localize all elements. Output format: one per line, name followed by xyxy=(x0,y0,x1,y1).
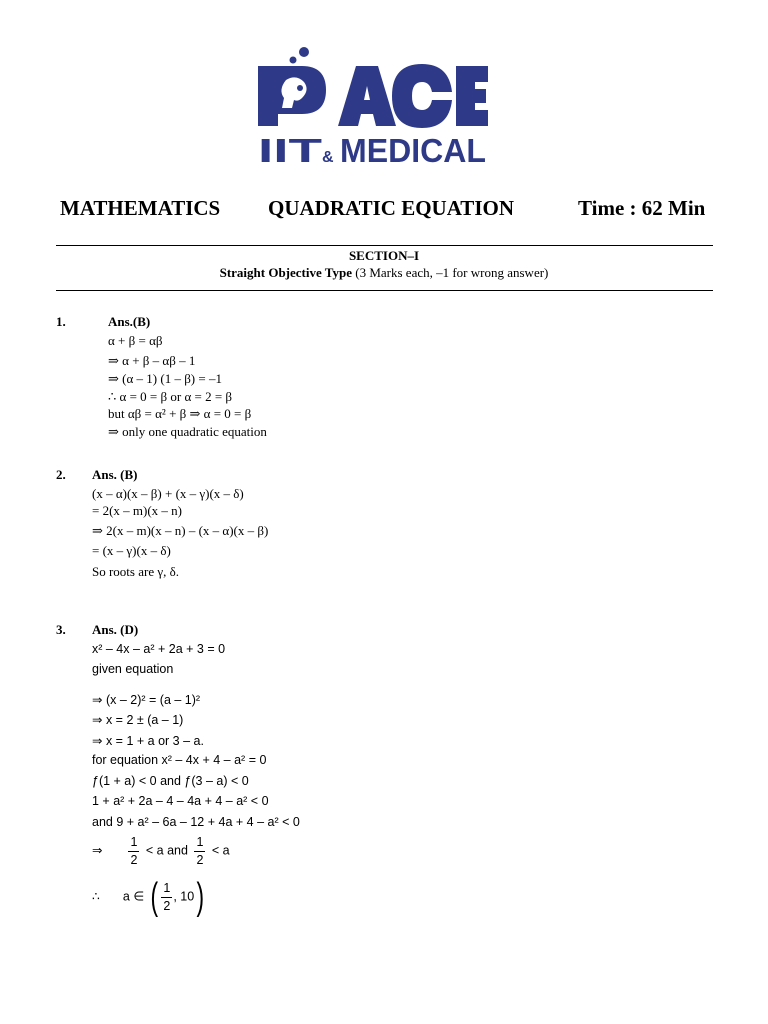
fraction-numerator: 1 xyxy=(128,836,139,852)
section-type: Straight Objective Type xyxy=(219,265,352,280)
q2-line-5: So roots are γ, δ. xyxy=(92,564,179,579)
right-paren: ) xyxy=(196,876,205,918)
fraction-denominator-2: 2 xyxy=(196,852,204,867)
subject-title: MATHEMATICS xyxy=(60,196,221,220)
implies-symbol: ⇒ xyxy=(92,843,103,858)
question-1-number: 1. xyxy=(56,314,66,329)
q1-line-1: α + β = αβ xyxy=(108,333,163,348)
q3-line-4: ⇒ x = 2 ± (a – 1) xyxy=(92,713,184,727)
q3-line-8: 1 + a² + 2a – 4 – 4a + 4 – a² < 0 xyxy=(92,794,269,808)
question-2-answer: Ans. (B) xyxy=(92,467,138,482)
q2-line-3: ⇒ 2(x – m)(x – n) – (x – α)(x – β) xyxy=(92,523,269,538)
section-marking: (3 Marks each, –1 for wrong answer) xyxy=(355,265,549,280)
section-subtitle xyxy=(0,265,768,281)
fraction-denominator: 2 xyxy=(130,852,138,867)
question-2-number: 2. xyxy=(56,467,66,482)
time-label: Time : 62 Min xyxy=(578,196,706,220)
q1-line-4: ∴ α = 0 = β or α = 2 = β xyxy=(108,389,233,404)
topic-title: QUADRATIC EQUATION xyxy=(268,196,514,220)
svg-text:IIT: IIT xyxy=(258,132,322,166)
q3-line-2: given equation xyxy=(92,662,174,676)
fraction-numerator-2: 1 xyxy=(194,836,205,852)
q3-line-1: x² – 4x – a² + 2a + 3 = 0 xyxy=(92,642,226,656)
question-1-answer: Ans.(B) xyxy=(108,314,151,329)
pace-logo xyxy=(256,44,488,166)
q3-fraction-line xyxy=(92,836,230,866)
interval-end: , 10 xyxy=(173,889,195,904)
q3-line-7: ƒ(1 + a) < 0 and ƒ(3 – a) < 0 xyxy=(92,774,249,788)
left-paren: ( xyxy=(150,876,158,918)
therefore-symbol: ∴ xyxy=(92,889,100,904)
q1-line-2: ⇒ α + β – αβ – 1 xyxy=(108,353,196,368)
q2-line-2: = 2(x – m)(x – n) xyxy=(92,503,183,518)
interval-numerator: 1 xyxy=(161,882,172,898)
interval-fraction xyxy=(161,882,172,912)
lt-a: < a xyxy=(211,843,230,858)
q1-line-3: ⇒ (α – 1) (1 – β) = –1 xyxy=(108,371,222,386)
pace-iit-medical-logo xyxy=(256,44,488,166)
divider-top xyxy=(56,245,713,246)
half-fraction-2 xyxy=(194,836,205,866)
q2-line-4: = (x – γ)(x – δ) xyxy=(92,543,171,558)
q3-line-9: and 9 + a² – 6a – 12 + 4a + 4 – a² < 0 xyxy=(92,815,300,829)
lt-a-and: < a and xyxy=(145,843,188,858)
q3-line-5: ⇒ x = 1 + a or 3 – a. xyxy=(92,734,204,748)
svg-text:&: & xyxy=(322,149,334,166)
question-3-number: 3. xyxy=(56,622,66,637)
interval-denominator: 2 xyxy=(163,898,171,913)
q3-line-3: ⇒ (x – 2)² = (a – 1)² xyxy=(92,693,201,707)
svg-text:MEDICAL: MEDICAL xyxy=(340,132,486,166)
question-3-answer: Ans. (D) xyxy=(92,622,139,637)
half-fraction xyxy=(128,836,139,866)
a-belongs: a ∈ xyxy=(122,889,145,904)
q1-line-6: ⇒ only one quadratic equation xyxy=(108,424,267,439)
section-title: SECTION–I xyxy=(348,248,420,263)
q2-line-1: (x – α)(x – β) + (x – γ)(x – δ) xyxy=(92,486,244,501)
q1-line-5: but αβ = α² + β ⇒ α = 0 = β xyxy=(108,406,252,421)
divider-bottom xyxy=(56,290,713,291)
q3-line-6: for equation x² – 4x + 4 – a² = 0 xyxy=(92,753,267,767)
q3-interval-line xyxy=(92,878,207,916)
